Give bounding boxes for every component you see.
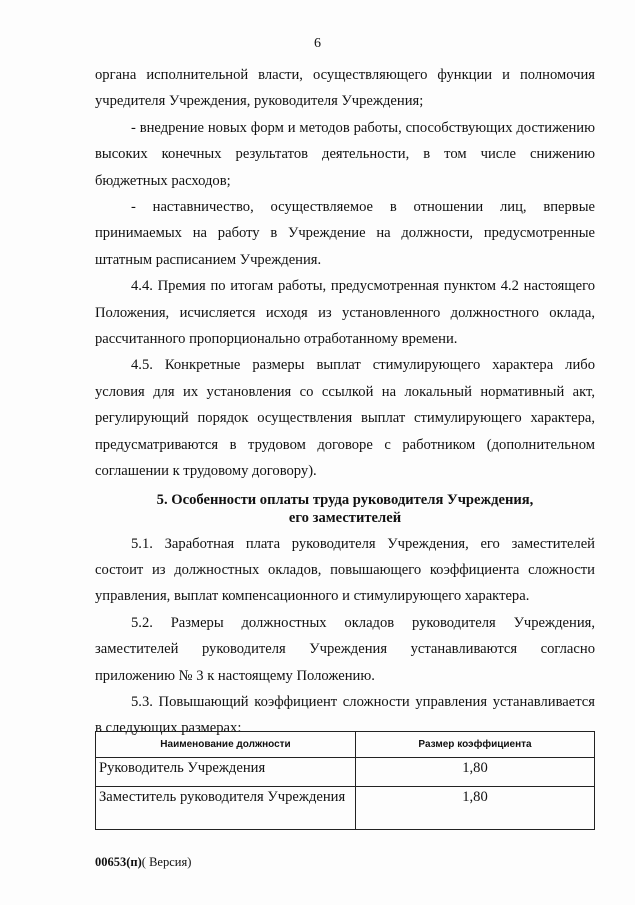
- section-5-heading: [95, 491, 595, 527]
- doc-version: ( Версия): [141, 855, 192, 869]
- paragraph-mentoring: - наставничество, осуществляемое в отношении лиц, впервые принимаемых на работу в Учреждение на должности, предусмотренные штатным расписанием Учреждения.: [95, 199, 595, 268]
- paragraph-continuation: органа исполнительной власти, осуществляющего функции и полномочия учредителя Учреждения, руководителя Учреждения;: [95, 67, 595, 110]
- paragraph-4-5: 4.5. Конкретные размеры выплат стимулирующего характера либо условия для их установления со ссылкой на локальный нормативный акт, регулирующий порядок осуществления выплат стимулирующего характера, предусматриваются в трудовом договоре с работником (дополнительном соглашении к трудовому договору).: [95, 357, 595, 480]
- section-heading-line1: 5. Особенности оплаты труда руководителя Учреждения,: [156, 491, 534, 508]
- header-coefficient: Размер коэффициента: [356, 732, 595, 758]
- document-body: [95, 62, 595, 742]
- section-heading-line2: его заместителей: [288, 509, 402, 526]
- cell-position: Руководитель Учреждения: [96, 758, 356, 787]
- paragraph-5-1: 5.1. Заработная плата руководителя Учреждения, его заместителей состоит из должностных окладов, повышающего коэффициента сложности управления, выплат компенсационного и стимулирующего характера.: [95, 535, 595, 605]
- page-number: 6: [314, 36, 321, 51]
- paragraph-5-2: 5.2. Размеры должностных окладов руководителя Учреждения, заместителей руководителя Учреждения устанавливаются согласно приложению № 3 к настоящему Положению.: [95, 614, 595, 684]
- cell-coefficient: 1,80: [356, 787, 595, 830]
- doc-code: 00653(п): [95, 855, 142, 869]
- coefficient-table: [95, 731, 595, 830]
- header-position: Наименование должности: [96, 732, 356, 758]
- paragraph-5-3: 5.3. Повышающий коэффициент сложности управления устанавливается в следующих размерах:: [95, 693, 595, 737]
- document-footer: [95, 855, 191, 870]
- table-header-row: [96, 732, 595, 758]
- table-row: [96, 787, 595, 830]
- cell-coefficient: 1,80: [356, 758, 595, 787]
- paragraph-new-methods: - внедрение новых форм и методов работы, способствующих достижению высоких конечных результатов деятельности, в том числе снижению бюджетных расходов;: [95, 119, 595, 189]
- cell-position: Заместитель руководителя Учреждения: [96, 787, 356, 830]
- table-row: [96, 758, 595, 787]
- paragraph-4-4: 4.4. Премия по итогам работы, предусмотренная пунктом 4.2 настоящего Положения, исчисляется исходя из установленного должностного оклада, рассчитанного пропорционально отработанному времени.: [95, 278, 595, 348]
